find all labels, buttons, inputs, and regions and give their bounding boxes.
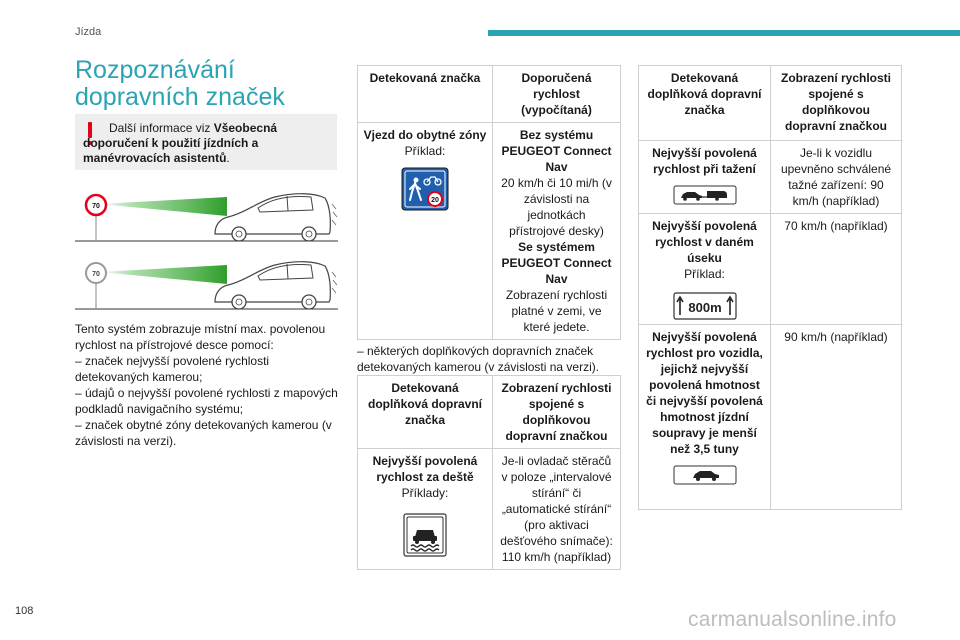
table-cell: Nejvyšší povolená rychlost za deště Příklady: xyxy=(358,449,493,570)
table-row xyxy=(639,141,902,214)
page-title: Rozpoznávání dopravních značek xyxy=(75,56,285,111)
body-bullet: – značek nejvyšší povolené rychlosti detekovaných kamerou; xyxy=(75,354,270,384)
table-cell: Nejvyšší povolená rychlost pro vozidla, jejichž nejvyšší povolená hmotnost či nejvyšší povolená hmotnost jízdní soupravy je menší než 3,5 tuny xyxy=(639,325,771,510)
section-label: Jízda xyxy=(75,26,102,38)
table-header: Zobrazení rychlosti spojené s doplňkovou dopravní značkou xyxy=(493,376,621,449)
body-bullet: – značek obytné zóny detekovaných kamerou (v závislosti na verzi). xyxy=(75,418,332,448)
table-cell: Je-li ovladač stěračů v poloze „intervalové stírání“ či „automatické stírání“ (pro aktivaci dešťového snímače): 110 km/h (například) xyxy=(493,449,621,570)
residential-zone-table xyxy=(357,65,621,340)
svg-text:800m: 800m xyxy=(687,300,722,315)
svg-text:20: 20 xyxy=(431,197,439,204)
table-cell: 70 km/h (například) xyxy=(771,214,902,325)
table-cell: 90 km/h (například) xyxy=(771,325,902,510)
table-header: Detekovaná doplňková dopravní značka xyxy=(639,66,771,141)
supplementary-signs-text: – některých doplňkových dopravních značek detekovaných kamerou (v závislosti na verzi). xyxy=(357,344,600,374)
table-row xyxy=(358,123,621,340)
residential-zone-sign-icon xyxy=(401,167,449,211)
table-header: Detekovaná doplňková dopravní značka xyxy=(358,376,493,449)
info-text: Další informace viz Všeobecná doporučení k použití jízdních a manévrovacích asistentů. xyxy=(83,121,278,165)
table-header: Detekovaná značka xyxy=(358,66,493,123)
header-accent-bar xyxy=(488,30,960,36)
table-cell: Je-li k vozidlu upevněno schválené tažné zařízení: 90 km/h (například) xyxy=(771,141,902,214)
rain-speed-table xyxy=(357,375,621,570)
info-link[interactable]: Všeobecná doporučení k použití jízdních a manévrovacích asistentů xyxy=(83,121,278,165)
car-camera-illustration-1 xyxy=(75,186,338,242)
body-text xyxy=(75,321,340,449)
supplementary-speed-table xyxy=(638,65,902,510)
table-cell: Nejvyšší povolená rychlost při tažení xyxy=(639,141,771,214)
wet-road-sign-icon xyxy=(403,513,447,557)
table-cell: Vjezd do obytné zóny Příklad: 20 xyxy=(358,123,493,340)
watermark: carmanualsonline.info xyxy=(688,608,897,631)
body-bullet: – údajů o nejvyšší povolené rychlosti z mapových podkladů navigačního systému; xyxy=(75,386,338,416)
table-cell: Bez systému PEUGEOT Connect Nav 20 km/h či 10 mi/h (v závislosti na jednotkách přístrojové desky) Se systémem PEUGEOT Connect Nav Zobrazení rychlosti platné v zemi, ve které jedete. xyxy=(493,123,621,340)
car-sign-icon xyxy=(673,465,737,485)
car-camera-illustration-2 xyxy=(75,254,338,310)
table-row xyxy=(639,214,902,325)
page-number: 108 xyxy=(15,605,34,617)
table-row xyxy=(639,325,902,510)
speed-sign-text: 70 xyxy=(92,271,100,278)
speed-sign-text: 70 xyxy=(92,203,100,210)
table-cell: Nejvyšší povolená rychlost v daném úseku Příklad: 800m xyxy=(639,214,771,325)
info-box xyxy=(75,114,337,170)
table-row xyxy=(358,449,621,570)
table-header: Zobrazení rychlosti spojené s doplňkovou dopravní značkou xyxy=(771,66,902,141)
car-with-trailer-sign-icon xyxy=(673,185,737,205)
table-header: Doporučená rychlost (vypočítaná) xyxy=(493,66,621,123)
body-paragraph: Tento systém zobrazuje místní max. povolenou rychlost na přístrojové desce pomocí: xyxy=(75,322,326,352)
distance-800m-sign-icon xyxy=(673,292,737,320)
